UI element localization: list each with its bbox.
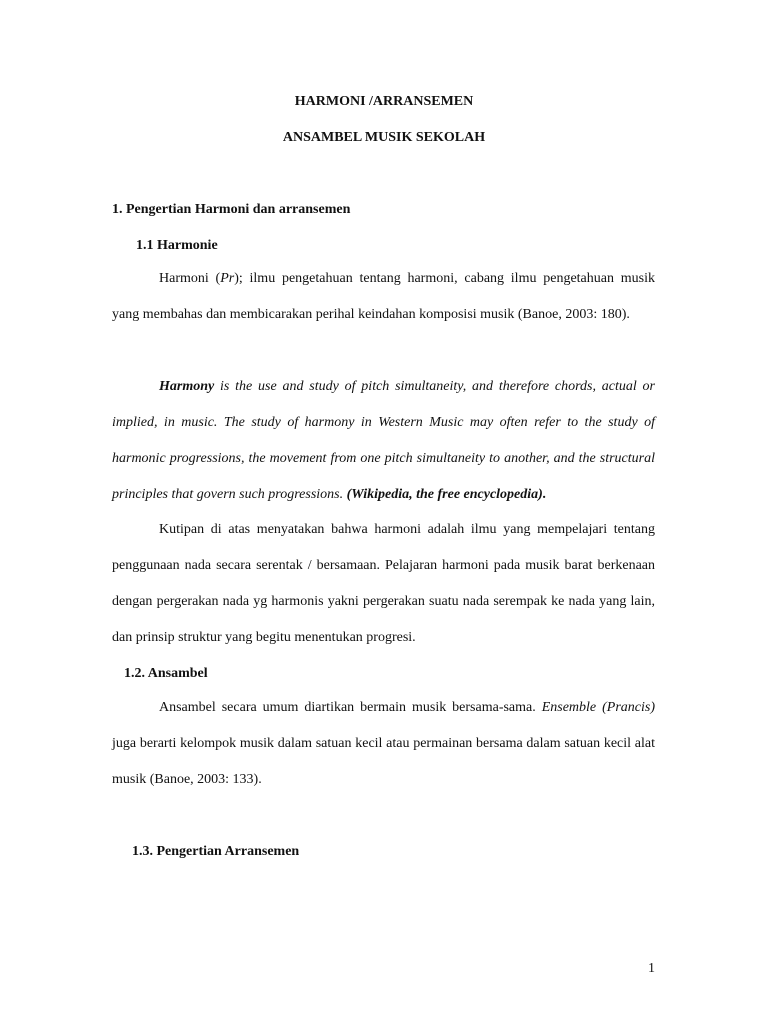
paragraph-ansambel (112, 690, 655, 798)
quote-text: is the use and study of pitch simultaneity, and therefore chords, actual or implied, in music. The study of harmony in Western Music may often refer to the study of harmonic progressions, the movement from one pitch simultaneity to another, and the structural principles that govern such progressions. (112, 379, 655, 502)
document-subtitle: ANSAMBEL MUSIK SEKOLAH (282, 130, 486, 145)
subsection-heading-ansambel: 1.2. Ansambel (124, 666, 208, 681)
paragraph-kutipan: Kutipan di atas menyatakan bahwa harmoni adalah ilmu yang mempelajari tentang penggunaan nada secara serentak / bersamaan. Pelajaran harmoni pada musik barat berkenaan dengan pergerakan nada yg harmonis yakni pergerakan suatu nada serempak ke nada yang lain, dan prinsip struktur yang begitu menentukan progresi. (112, 522, 655, 645)
page-number: 1 (648, 961, 655, 976)
quote-source: (Wikipedia, the free encyclopedia). (346, 487, 547, 502)
quote-term: Harmony (159, 379, 215, 394)
ensemble-term: Ensemble (Prancis) (541, 700, 655, 715)
paragraph-text: juga berarti kelompok musik dalam satuan kecil atau permainan bersama dalam satuan kecil alat musik (Banoe, 2003: 133). (112, 736, 655, 787)
language-abbrev: Pr (220, 271, 235, 286)
paragraph-text: Harmoni ( (159, 271, 221, 286)
subsection-heading-harmonie: 1.1 Harmonie (136, 238, 218, 253)
paragraph-harmony-quote (112, 369, 655, 513)
paragraph-harmoni-definition (112, 261, 655, 333)
paragraph-text: Ansambel secara umum diartikan bermain musik bersama-sama. (159, 700, 542, 715)
section-heading-1: 1. Pengertian Harmoni dan arransemen (112, 202, 351, 217)
subsection-heading-arransemen: 1.3. Pengertian Arransemen (132, 844, 300, 859)
document-title: HARMONI /ARRANSEMEN (294, 94, 474, 109)
paragraph-text: ); ilmu pengetahuan tentang harmoni, cabang ilmu pengetahuan musik yang membahas dan membicarakan perihal keindahan komposisi musik (Banoe, 2003: 180). (112, 271, 655, 322)
